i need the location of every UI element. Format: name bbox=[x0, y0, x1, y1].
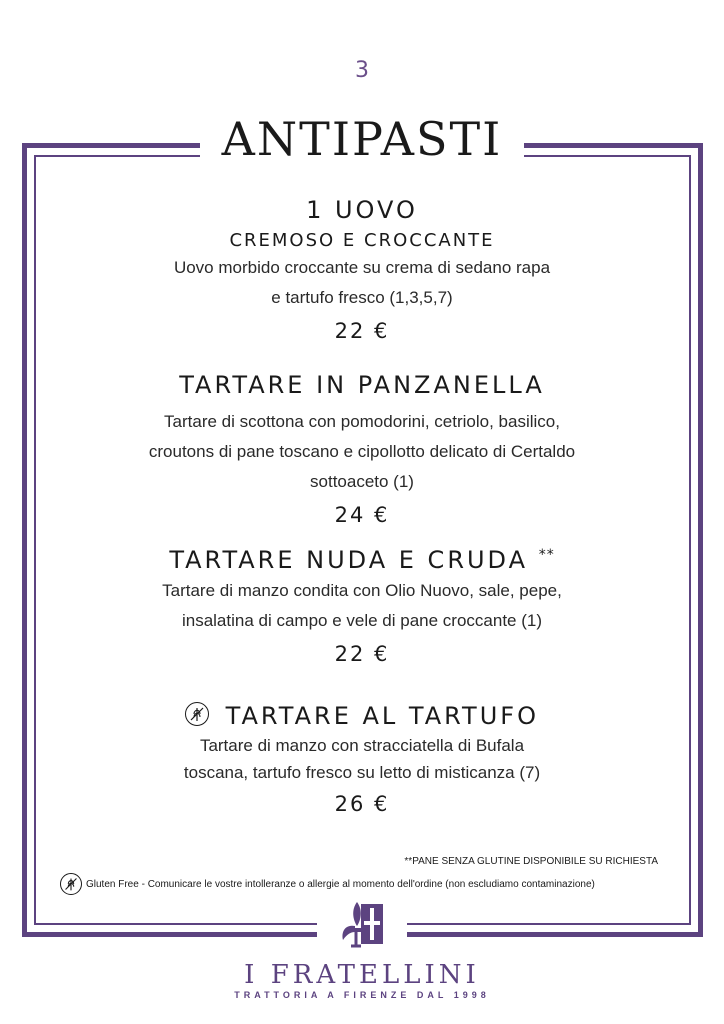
allergy-text: Gluten Free - Comunicare le vostre intolleranze o allergie al momento dell'ordine (non escludiamo contaminazione) bbox=[86, 878, 595, 890]
dish-title: TARTARE IN PANZANELLA bbox=[179, 371, 545, 399]
menu-item bbox=[60, 546, 664, 666]
dish-title: TARTARE AL TARTUFO bbox=[225, 702, 539, 730]
menu-item bbox=[60, 371, 664, 527]
dish-price: 22 € bbox=[334, 642, 390, 666]
dish-price: 24 € bbox=[334, 503, 390, 527]
section-header bbox=[0, 112, 724, 166]
dish-description bbox=[60, 407, 664, 497]
desc-line: Tartare di manzo con stracciatella di Bufala bbox=[199, 736, 525, 755]
dish-price: 22 € bbox=[334, 319, 390, 343]
gluten-free-icon bbox=[60, 873, 82, 895]
page-number: 3 bbox=[355, 58, 369, 83]
menu-item bbox=[60, 702, 664, 816]
desc-line: Uovo morbido croccante su crema di sedano rapa bbox=[173, 258, 551, 277]
section-title: ANTIPASTI bbox=[200, 112, 525, 166]
dish-title: TARTARE NUDA E CRUDA bbox=[169, 546, 529, 574]
allergy-note bbox=[60, 873, 670, 895]
desc-line: sottoaceto (1) bbox=[310, 472, 414, 491]
dish-description bbox=[60, 253, 664, 313]
dish-price: 26 € bbox=[334, 792, 390, 816]
logo bbox=[0, 898, 724, 957]
menu-item bbox=[60, 196, 664, 343]
brand-tagline: TRATTORIA A FIRENZE DAL 1998 bbox=[234, 990, 490, 1000]
gluten-bread-note: **PANE SENZA GLUTINE DISPONIBILE SU RICHIESTA bbox=[404, 856, 658, 867]
desc-line: toscana, tartufo fresco su letto di misticanza (7) bbox=[183, 763, 541, 782]
dish-title-row bbox=[60, 702, 664, 730]
desc-line: e tartufo fresco (1,3,5,7) bbox=[271, 288, 453, 307]
dish-description bbox=[60, 576, 664, 636]
florentine-lily-icon bbox=[317, 898, 407, 957]
gluten-note-marker: ** bbox=[538, 547, 555, 563]
dish-title-row bbox=[60, 546, 664, 574]
desc-line: insalatina di campo e vele di pane croccante (1) bbox=[181, 611, 543, 630]
desc-line: Tartare di manzo condita con Olio Nuovo, sale, pepe, bbox=[162, 581, 562, 600]
gluten-free-icon bbox=[185, 702, 209, 726]
brand-name: I FRATELLINI bbox=[244, 960, 480, 990]
desc-line: croutons di pane toscano e cipollotto delicato di Certaldo bbox=[148, 442, 576, 461]
desc-line: Tartare di scottona con pomodorini, cetriolo, basilico, bbox=[164, 412, 560, 431]
dish-subtitle: CREMOSO E CROCCANTE bbox=[229, 230, 495, 251]
dish-title: 1 UOVO bbox=[306, 196, 418, 224]
dish-description bbox=[60, 732, 664, 786]
